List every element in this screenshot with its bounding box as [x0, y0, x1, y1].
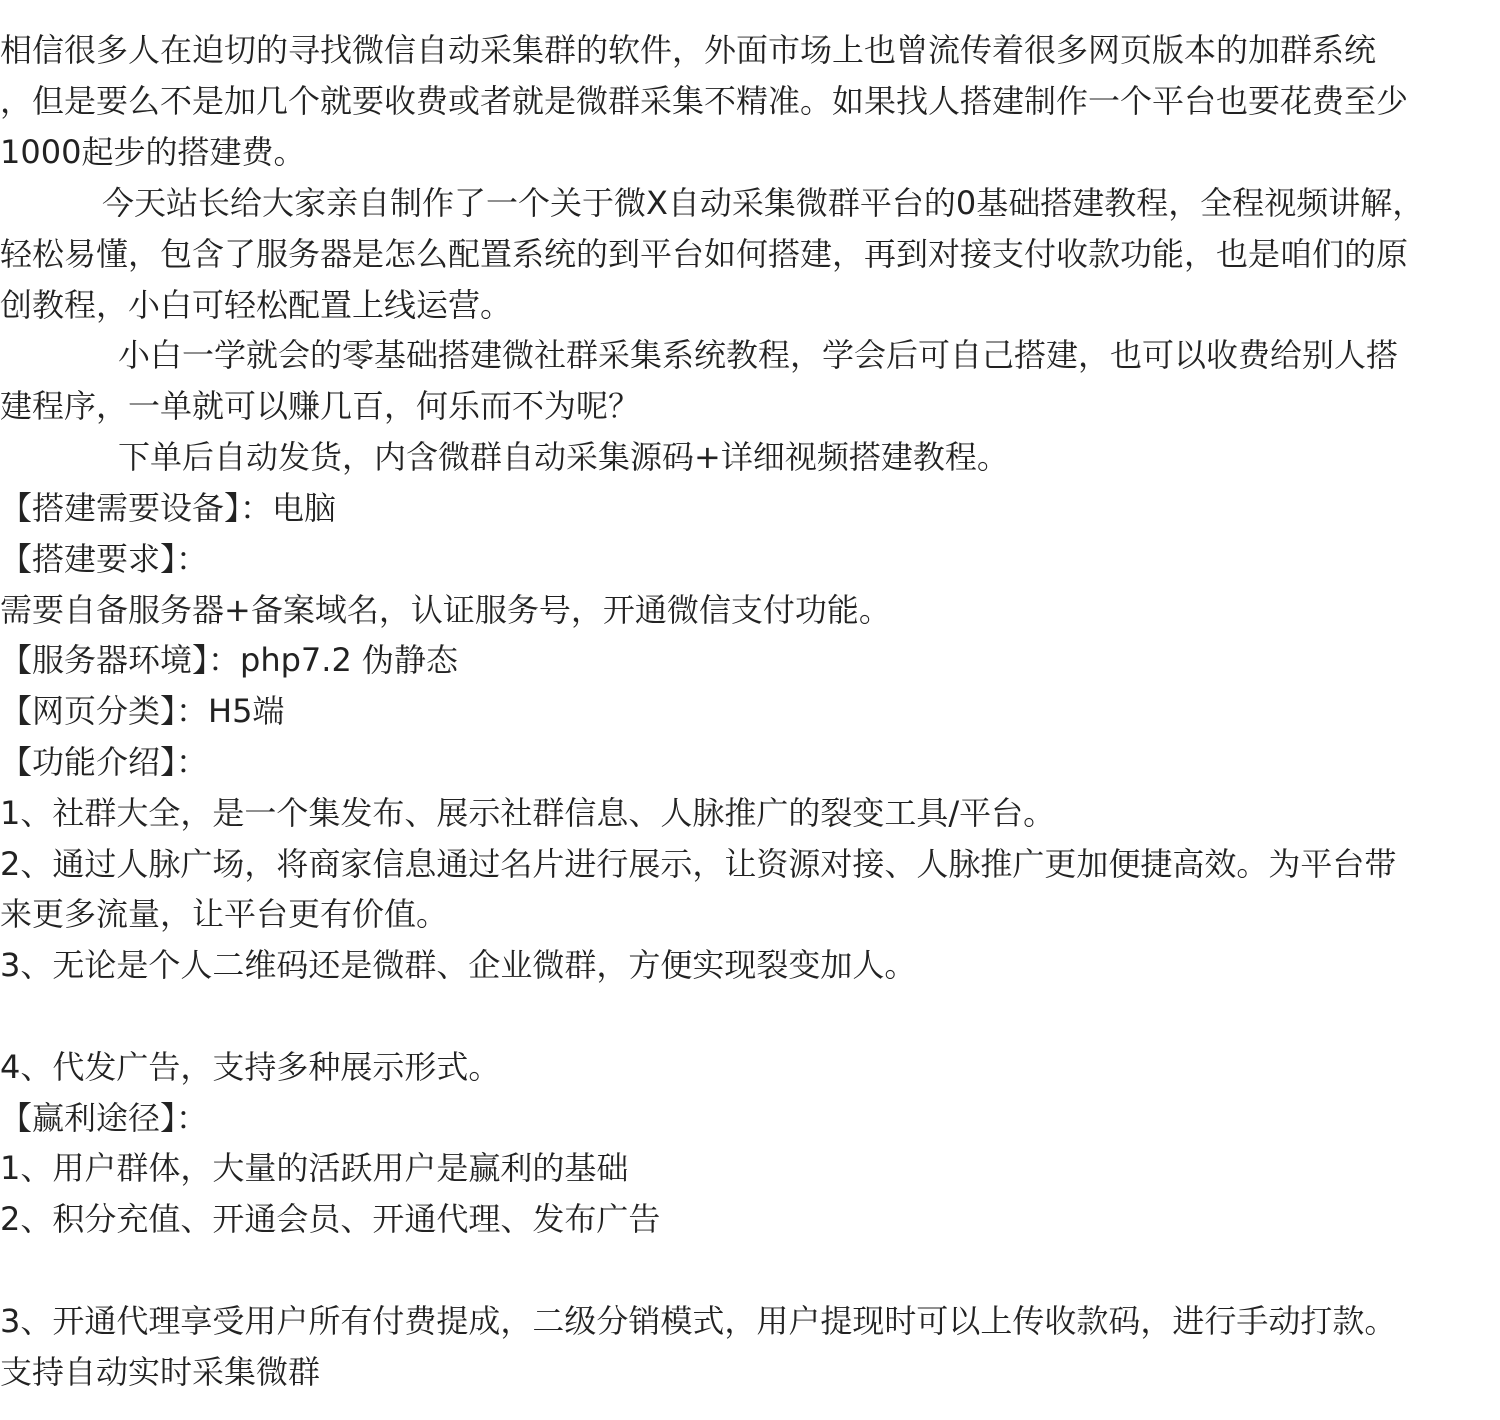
spec-web-category: 【网页分类】：H5端 — [0, 692, 285, 730]
spec-device: 【搭建需要设备】：电脑 — [0, 489, 337, 527]
intro-paragraph-2-line-2: 轻松易懂，包含了服务器是怎么配置系统的到平台如何搭建，再到对接支付收款功能，也是咱们的原 — [0, 235, 1409, 273]
intro-paragraph-1-line-3: 1000起步的搭建费。 — [0, 133, 306, 171]
profit-item-1: 1、用户群体，大量的活跃用户是赢利的基础 — [0, 1149, 629, 1187]
intro-paragraph-1-line-1: 相信很多人在迫切的寻找微信自动采集群的软件，外面市场上也曾流传着很多网页版本的加群系统 — [0, 31, 1377, 69]
feature-item-2-line-2: 来更多流量，让平台更有价值。 — [0, 895, 449, 933]
feature-item-4: 4、代发广告，支持多种展示形式。 — [0, 1048, 501, 1086]
profit-item-2: 2、积分充值、开通会员、开通代理、发布广告 — [0, 1200, 661, 1238]
feature-item-3: 3、无论是个人二维码还是微群、企业微群，方便实现裂变加人。 — [0, 946, 917, 984]
profit-item-3: 3、开通代理享受用户所有付费提成，二级分销模式，用户提现时可以上传收款码，进行手动打款。 — [0, 1302, 1397, 1340]
spec-requirements-text: 需要自备服务器+备案域名，认证服务号，开通微信支付功能。 — [0, 591, 891, 629]
intro-paragraph-3-line-1: 小白一学就会的零基础搭建微社群采集系统教程，学会后可自己搭建，也可以收费给别人搭 — [118, 336, 1399, 374]
profit-closing-line: 支持自动实时采集微群 — [0, 1353, 321, 1391]
feature-item-1: 1、社群大全，是一个集发布、展示社群信息、人脉推广的裂变工具/平台。 — [0, 794, 1056, 832]
intro-paragraph-2-line-1: 今天站长给大家亲自制作了一个关于微X自动采集微群平台的0基础搭建教程，全程视频讲解， — [102, 184, 1425, 222]
intro-paragraph-3-line-2: 建程序，一单就可以赚几百，何乐而不为呢？ — [0, 387, 641, 425]
spec-server-environment: 【服务器环境】：php7.2 伪静态 — [0, 641, 458, 679]
profit-heading: 【赢利途径】： — [0, 1099, 209, 1137]
intro-paragraph-2-line-3: 创教程，小白可轻松配置上线运营。 — [0, 286, 513, 324]
spec-requirements-heading: 【搭建要求】： — [0, 540, 209, 578]
features-heading: 【功能介绍】： — [0, 743, 209, 781]
intro-paragraph-4: 下单后自动发货，内含微群自动采集源码+详细视频搭建教程。 — [118, 438, 1009, 476]
intro-paragraph-1-line-2: ，但是要么不是加几个就要收费或者就是微群采集不精准。如果找人搭建制作一个平台也要花费至少 — [0, 82, 1409, 120]
feature-item-2-line-1: 2、通过人脉广场，将商家信息通过名片进行展示，让资源对接、人脉推广更加便捷高效。为平台带 — [0, 845, 1397, 883]
